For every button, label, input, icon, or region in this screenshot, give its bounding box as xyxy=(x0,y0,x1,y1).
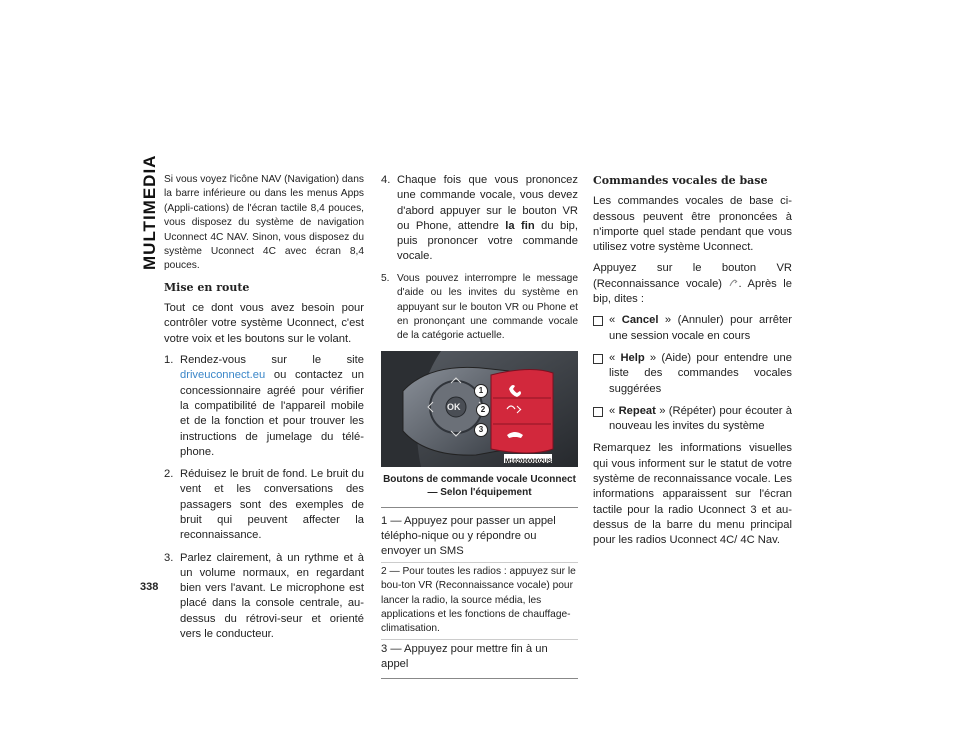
command-name: Repeat xyxy=(618,404,656,417)
callout-3: 3 xyxy=(474,423,488,437)
voice-recognition-icon xyxy=(729,278,739,288)
list-item xyxy=(164,467,364,543)
visual-info-paragraph: Remarquez les informations visuelles qui vous informent sur le statut de votre système de reconnaissance vocale. Les informations apparaissent sur l'écran tactile pour la radio Uconnect 3 et au-dessus de la barre du menu principal pour les radios Uconnect 4C/ 4C Nav. xyxy=(593,442,792,547)
command-description: » (Aide) pour entendre une liste des commandes vocales suggérées xyxy=(609,351,792,395)
steering-wheel-figure xyxy=(381,351,578,467)
figure-legend xyxy=(381,507,578,680)
item-text-start: Chaque fois que vous prononcez une commande vocale, vous devez d'abord appuyer sur le bouton VR ou Phone, attendre xyxy=(397,174,578,232)
vr-text-start: Appuyez sur le bouton VR (Reconnaissance vocale) xyxy=(593,262,792,290)
heading-basic-commands: Commandes vocales de base xyxy=(593,174,768,187)
item-text: Vous pouvez interrompre le message d'aide ou les invites du système en appuyant sur le bouton VR ou Phone et en prononçant une commande vocale de la catégorie actuelle. xyxy=(397,272,578,342)
list-item xyxy=(593,313,792,344)
item-number: 5. xyxy=(381,272,390,284)
item-text xyxy=(397,173,578,265)
item-text-end: du bip, puis prononcer votre commande vocale. xyxy=(397,219,579,263)
item-text xyxy=(609,313,792,344)
list-item xyxy=(593,351,792,397)
voice-command-list xyxy=(593,313,792,434)
column-1 xyxy=(164,173,364,649)
item-bold-text: la fin xyxy=(505,219,535,232)
ok-button-label: OK xyxy=(447,401,461,412)
steps-list xyxy=(164,353,364,642)
list-item xyxy=(381,173,578,265)
checkbox-bullet-icon xyxy=(593,354,603,364)
legend-item-3: 3 — Appuyez pour mettre fin à un appel xyxy=(381,639,578,675)
getting-started-paragraph: Tout ce dont vous avez besoin pour contrôler votre système Uconnect, c'est votre voix et les boutons sur le volant. xyxy=(164,302,364,345)
checkbox-bullet-icon xyxy=(593,316,603,326)
figure-caption: Boutons de commande vocale Uconnect — Selon l'équipement xyxy=(383,473,576,498)
vr-button-paragraph xyxy=(593,261,792,307)
intro-paragraph: Si vous voyez l'icône NAV (Navigation) dans la barre inférieure ou dans les menus Apps (Appli-cations) de l'écran tactile 8,4 pouces, vous disposez du système de navigation Uconnect 4C NAV. Sinon, vous disposez du système Uconnect 4C avec écran 8,4 pouces. xyxy=(164,174,364,272)
command-description: » (Annuler) pour arrêter une session vocale en cours xyxy=(609,314,792,342)
callout-2: 2 xyxy=(476,403,490,417)
callout-1: 1 xyxy=(474,384,488,398)
list-item xyxy=(593,404,792,435)
item-text xyxy=(609,404,792,435)
list-item xyxy=(164,551,364,643)
page-number: 338 xyxy=(140,581,159,593)
legend-item-1: 1 — Appuyez pour passer un appel télépho-nique ou y répondre ou envoyer un SMS xyxy=(381,514,556,558)
item-number: 3. xyxy=(164,551,174,564)
checkbox-bullet-icon xyxy=(593,407,603,417)
quote-open: « xyxy=(609,404,619,417)
section-title: MULTIMEDIA xyxy=(140,154,159,270)
column-2 xyxy=(381,173,578,679)
quote-open: « xyxy=(609,314,622,327)
steps-list-continued xyxy=(381,173,578,344)
command-name: Cancel xyxy=(621,314,659,327)
item-number: 1. xyxy=(164,354,174,367)
item-text xyxy=(180,353,364,460)
item-number: 4. xyxy=(381,174,391,186)
basic-commands-paragraph: Les commandes vocales de base ci-dessous peuvent être prononcées à n'importe quel stade pendant que vous utilisez votre système Uconnect. xyxy=(593,195,792,254)
legend-item-2: 2 — Pour toutes les radios : appuyez sur le bou-ton VR (Reconnaissance vocale) pour lancer la radio, la source média, les applications et les fonctions de chauffage-climatisation. xyxy=(381,562,578,639)
list-item xyxy=(381,272,578,344)
item-text xyxy=(609,351,792,397)
website-link[interactable]: driveuconnect.eu xyxy=(180,369,266,382)
command-name: Help xyxy=(620,351,645,364)
command-description: » (Répéter) pour écouter à nouveau les invites du système xyxy=(609,404,792,433)
figure-code: M1020000002US xyxy=(505,458,552,465)
vr-text-end: . Après le bip, dites : xyxy=(593,277,792,306)
item-text: Parlez clairement, à un rythme et à un volume normaux, en regardant bien vers l'avant. Le microphone est placé dans la console centrale, au-dessus du rétrovi-seur et orienté vers le conducteur. xyxy=(180,551,364,641)
quote-open: « xyxy=(609,351,621,364)
column-3 xyxy=(593,173,792,555)
item-text-start: Rendez-vous sur le site xyxy=(180,354,364,367)
item-text: Réduisez le bruit de fond. Le bruit du vent et les conversations des passagers sont des exemples de bruit qui peuvent affecter la reconnaissance. xyxy=(180,468,364,542)
item-number: 2. xyxy=(164,468,174,481)
heading-getting-started: Mise en route xyxy=(164,280,250,294)
list-item xyxy=(164,353,364,460)
item-text-end: ou contactez un concessionnaire agréé pour vérifier la compatibilité de l'appareil mobile et de la fonction et pour trouver les instructions de jumelage du télé-phone. xyxy=(180,369,364,458)
